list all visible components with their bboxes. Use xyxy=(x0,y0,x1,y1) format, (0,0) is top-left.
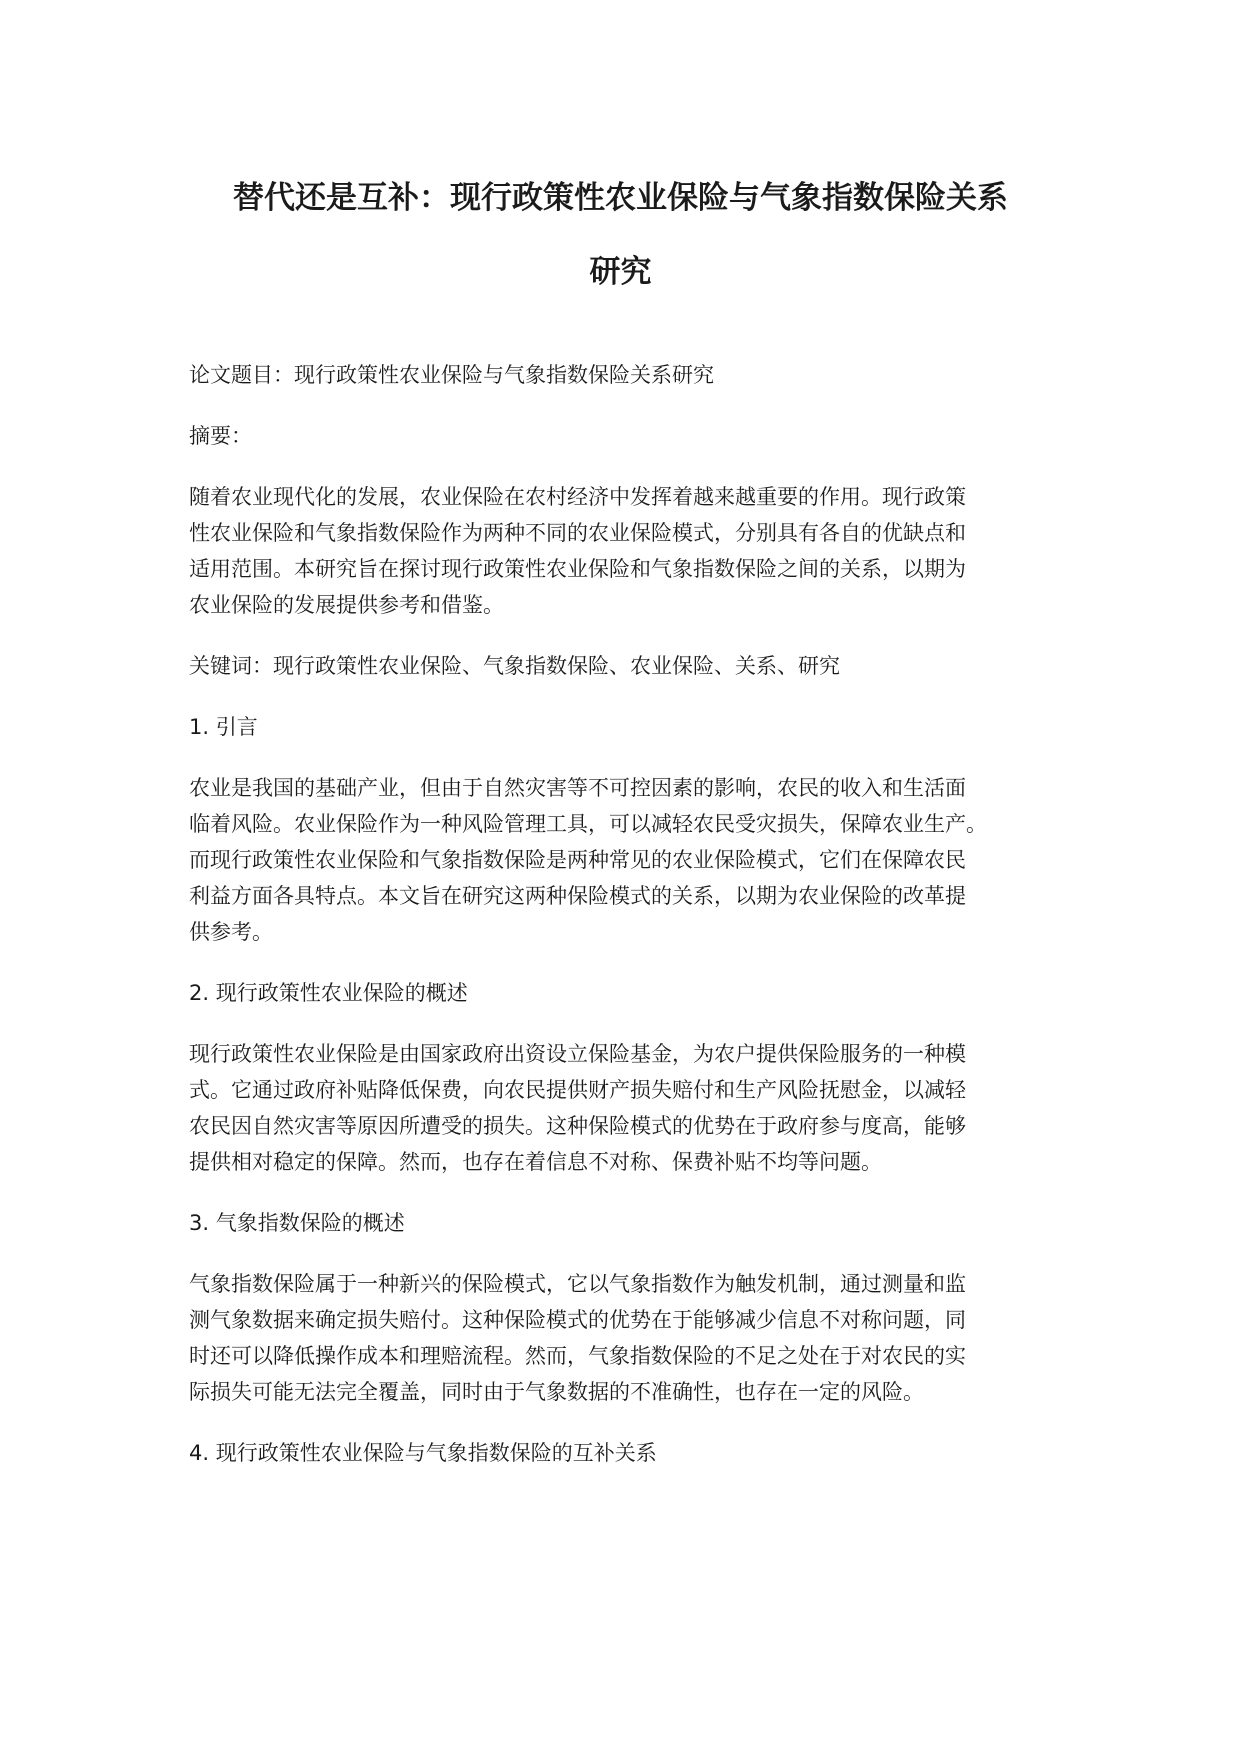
abstract-line: 农业保险的发展提供参考和借鉴。 xyxy=(189,593,504,617)
section-4-heading: 4. 现行政策性农业保险与气象指数保险的互补关系 xyxy=(189,1441,657,1465)
section-2-line: 提供相对稳定的保障。然而，也存在着信息不对称、保费补贴不均等问题。 xyxy=(189,1150,882,1174)
section-1-paragraph xyxy=(189,770,1039,950)
section-1-line: 农业是我国的基础产业，但由于自然灾害等不可控因素的影响，农民的收入和生活面 xyxy=(189,776,966,800)
section-3-paragraph xyxy=(189,1266,1039,1410)
section-2-line: 现行政策性农业保险是由国家政府出资设立保险基金，为农户提供保险服务的一种模 xyxy=(189,1042,966,1066)
section-3-line: 测气象数据来确定损失赔付。这种保险模式的优势在于能够减少信息不对称问题，同 xyxy=(189,1308,966,1332)
abstract-line: 随着农业现代化的发展，农业保险在农村经济中发挥着越来越重要的作用。现行政策 xyxy=(189,485,966,509)
section-2-heading: 2. 现行政策性农业保险的概述 xyxy=(189,981,468,1005)
section-1-line: 供参考。 xyxy=(189,920,273,944)
section-3-line: 际损失可能无法完全覆盖，同时由于气象数据的不准确性，也存在一定的风险。 xyxy=(189,1380,924,1404)
section-3-line: 气象指数保险属于一种新兴的保险模式，它以气象指数作为触发机制，通过测量和监 xyxy=(189,1272,966,1296)
document-title-line-2: 研究 xyxy=(589,254,652,290)
abstract-label: 摘要： xyxy=(189,424,252,448)
abstract-paragraph xyxy=(189,479,1039,623)
document-title-line-1: 替代还是互补：现行政策性农业保险与气象指数保险关系 xyxy=(233,180,1008,216)
section-1-heading: 1. 引言 xyxy=(189,715,258,739)
section-2-line: 农民因自然灾害等原因所遭受的损失。这种保险模式的优势在于政府参与度高，能够 xyxy=(189,1114,966,1138)
paper-title-line: 论文题目：现行政策性农业保险与气象指数保险关系研究 xyxy=(189,363,714,387)
section-3-line: 时还可以降低操作成本和理赔流程。然而，气象指数保险的不足之处在于对农民的实 xyxy=(189,1344,966,1368)
section-2-line: 式。它通过政府补贴降低保费，向农民提供财产损失赔付和生产风险抚慰金，以减轻 xyxy=(189,1078,966,1102)
keywords-line: 关键词：现行政策性农业保险、气象指数保险、农业保险、关系、研究 xyxy=(189,654,840,678)
section-1-line: 利益方面各具特点。本文旨在研究这两种保险模式的关系，以期为农业保险的改革提 xyxy=(189,884,966,908)
section-2-paragraph xyxy=(189,1036,1039,1180)
section-3-heading: 3. 气象指数保险的概述 xyxy=(189,1211,405,1235)
abstract-line: 适用范围。本研究旨在探讨现行政策性农业保险和气象指数保险之间的关系，以期为 xyxy=(189,557,966,581)
abstract-line: 性农业保险和气象指数保险作为两种不同的农业保险模式，分别具有各自的优缺点和 xyxy=(189,521,966,545)
section-1-line: 而现行政策性农业保险和气象指数保险是两种常见的农业保险模式，它们在保障农民 xyxy=(189,848,966,872)
section-1-line: 临着风险。农业保险作为一种风险管理工具，可以减轻农民受灾损失，保障农业生产。 xyxy=(189,812,987,836)
document-body xyxy=(189,357,1039,1471)
